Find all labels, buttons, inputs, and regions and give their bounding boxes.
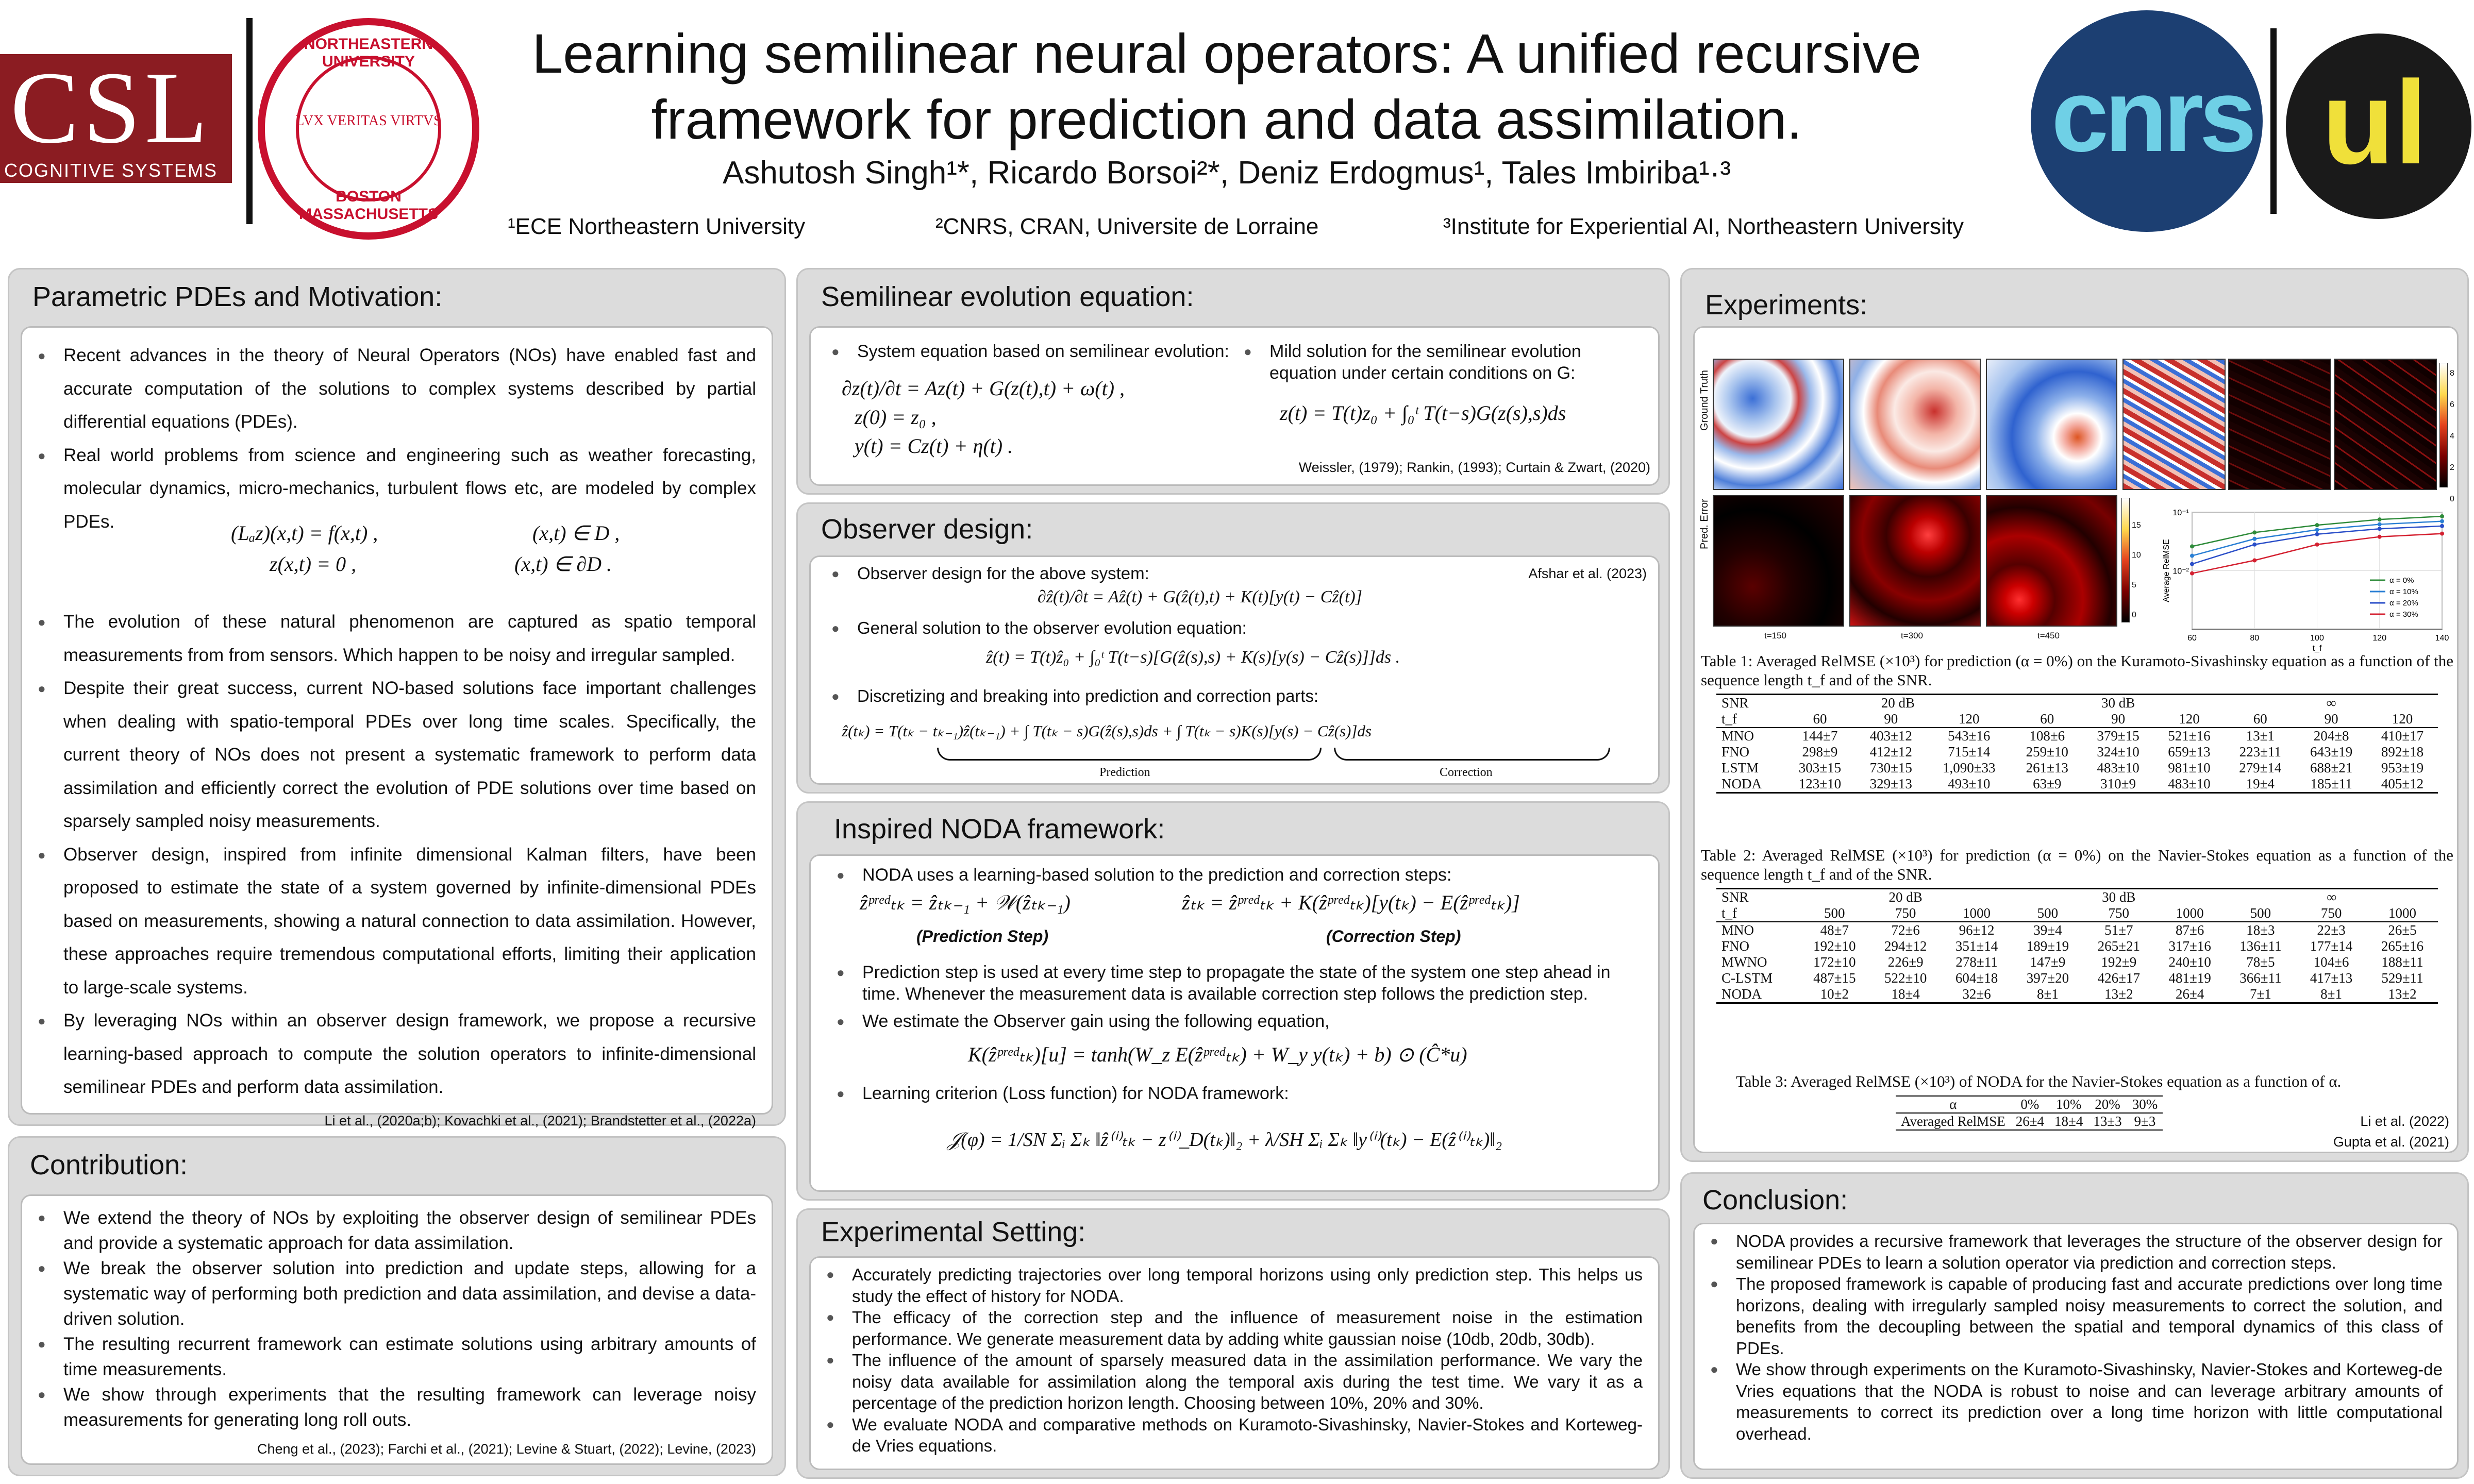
table-cell: 412±12 [1869, 744, 1912, 760]
table-cell: FNO [1721, 744, 1750, 760]
table-3 [1896, 1095, 2163, 1131]
table-cell: 317±16 [2168, 938, 2211, 954]
table-cell: 51±7 [2104, 922, 2133, 938]
table-header-cell: 1000 [2388, 905, 2416, 921]
table-header-cell: 30 dB [2102, 889, 2136, 905]
setting-panel [796, 1208, 1670, 1479]
table-header-cell: 500 [2250, 905, 2271, 921]
legend-label: α = 0% [2389, 576, 2414, 585]
reference: Li et al. (2022) [2360, 1114, 2449, 1129]
table-cell: 96±12 [1959, 922, 1995, 938]
table-cell: MNO [1721, 728, 1754, 744]
correction-label: Correction [1440, 766, 1493, 779]
table-cell: 397±20 [2026, 970, 2069, 986]
x-tick-label: 80 [2250, 634, 2260, 643]
table-cell: C-LSTM [1721, 970, 1773, 986]
poster-title: Learning semilinear neural operators: A unified recursive framework for prediction and data assimilation. [532, 22, 1921, 150]
experiments-panel [1680, 268, 2469, 1162]
table-cell: 265±16 [2381, 938, 2424, 954]
table-cell: 10±2 [1820, 986, 1849, 1002]
colorbar-1-ticks: 8 6 4 2 0 [2450, 369, 2454, 503]
table-cell: 329±13 [1869, 776, 1912, 791]
table-cell: 410±17 [2381, 728, 2424, 744]
table-cell: 278±11 [1955, 954, 1998, 970]
ns-field-t300 [1849, 359, 1981, 490]
table-cell: 324±10 [2097, 744, 2139, 760]
table-cell: 72±6 [1891, 922, 1920, 938]
data-point [2190, 544, 2194, 548]
divider [246, 18, 253, 224]
table-cell: 730±15 [1869, 760, 1912, 775]
table-header-cell: 20 dB [1888, 889, 1923, 905]
table-header-cell: 90 [2111, 711, 2126, 727]
motivation-panel [8, 268, 786, 1126]
table-row [1896, 1113, 2163, 1130]
table-cell: 298±9 [1802, 744, 1838, 760]
bullet: ● Learning criterion (Loss function) for NODA framework: [862, 1083, 1630, 1104]
table-cell: 26±4 [2176, 986, 2204, 1002]
table-cell: 123±10 [1798, 776, 1842, 791]
correction-step-label: (Correction Step) [1326, 927, 1461, 946]
table-cell: 19±4 [2246, 776, 2275, 791]
system-equations: ∂z(t)/∂t = Az(t) + G(z(t),t) + ω(t) , z(0) = z₀ , y(t) = Cz(t) + η(t) . [842, 377, 1125, 458]
table-header-cell: SNR [1721, 889, 1749, 905]
table-cell: 13±2 [2104, 986, 2133, 1002]
legend-label: α = 10% [2389, 587, 2418, 596]
table-header-cell: 60 [2253, 711, 2267, 727]
table-row [1716, 970, 2438, 986]
table-header-cell: 60 [2040, 711, 2054, 727]
table-header-cell: t_f [1721, 711, 1737, 727]
ul-logo: ul [2286, 33, 2471, 219]
table-cell: 715±14 [1948, 744, 1991, 760]
section-title: Semilinear evolution equation: [821, 281, 1194, 312]
csl-logo: CSL COGNITIVE SYSTEMS LAB. [0, 54, 232, 183]
table-header-cell: ∞ [2326, 695, 2336, 711]
data-point [2252, 543, 2256, 547]
table-header-cell: SNR [1721, 695, 1749, 711]
bullet: ● General solution to the observer evolution equation: [857, 618, 1496, 638]
table-header-cell: 1000 [1963, 905, 1991, 921]
bullet: ● NODA uses a learning-based solution to the prediction and correction steps: [862, 864, 1630, 886]
data-point [2315, 523, 2319, 527]
table-cell: 483±10 [2168, 776, 2211, 791]
data-point [2440, 524, 2444, 528]
ns-error-t300 [1849, 495, 1981, 627]
table-cell: 426±17 [2097, 970, 2140, 986]
table-cell: 189±19 [2026, 938, 2069, 954]
northeastern-seal: NORTHEASTERN UNIVERSITY LVX VERITAS VIRTVS BOSTON MASSACHUSETTS [258, 18, 479, 240]
table-cell: 87±6 [2176, 922, 2204, 938]
noda-panel [796, 801, 1670, 1201]
data-point [2252, 537, 2256, 541]
section-title: Contribution: [30, 1150, 188, 1181]
table-cell: 259±10 [2026, 744, 2068, 760]
table-cell: 9±3 [2134, 1114, 2156, 1129]
prediction-step-label: (Prediction Step) [916, 927, 1049, 946]
semilinear-panel [796, 268, 1670, 495]
table-cell: 543±16 [1948, 728, 1991, 744]
bullet: ● The efficacy of the correction step and the influence of measurement noise in the estimation performance. We generate measurement data by adding white gaussian noise (10db, 20db, 30db). [852, 1307, 1643, 1350]
table-row [1716, 728, 2438, 744]
table-cell: 8±1 [2037, 986, 2059, 1002]
table-cell: 13±2 [2388, 986, 2417, 1002]
time-label: t=150 [1764, 631, 1787, 640]
data-point [2440, 532, 2444, 536]
bullet: ● The evolution of these natural phenomenon are captured as spatio temporal measurements from from sensors. Which happen to be noisy and irregular sampled. [63, 605, 756, 672]
table-cell: Averaged RelMSE [1901, 1114, 2005, 1129]
table-cell: 379±15 [2097, 728, 2139, 744]
data-point [2190, 571, 2194, 576]
bullet: ● Accurately predicting trajectories over long temporal horizons using only prediction step. This helps us study the effect of history for NODA. [852, 1264, 1643, 1307]
data-point [2378, 535, 2382, 539]
x-tick-label: 100 [2310, 634, 2324, 643]
table-header-cell: 10% [2055, 1097, 2082, 1112]
legend-label: α = 30% [2389, 610, 2418, 619]
colorbar-1 [2439, 363, 2448, 487]
pde-equation: (Lₐz)(x,t) = f(x,t) , (x,t) ∈ D , z(x,t) = 0 , (x,t) ∈ ∂D . [231, 521, 620, 576]
table-cell: 63±9 [2033, 776, 2062, 791]
discretized-equation: ẑ(tₖ) = T(tₖ − tₖ₋₁)ẑ(tₖ₋₁) + ∫ T(tₖ − s)G(ẑ(s),s)ds + ∫ T(tₖ − s)K(s)[y(s) − Cẑ(s)]ds [842, 722, 1372, 740]
table-header-cell: 500 [1824, 905, 1845, 921]
table-cell: NODA [1721, 986, 1762, 1002]
observer-panel [796, 502, 1670, 794]
y-tick-label: 10⁻² [2172, 567, 2189, 576]
table-cell: 32±6 [1962, 986, 1991, 1002]
authors: Ashutosh Singh¹*, Ricardo Borsoi²*, Deniz Erdogmus¹, Tales Imbiriba¹·³ [722, 155, 1731, 191]
section-title: Conclusion: [1702, 1185, 1848, 1216]
table1-caption: Table 1: Averaged RelMSE (×10³) for prediction (α = 0%) on the Kuramoto-Sivashinsky equation as a function of the sequence length t_f and of the SNR. [1701, 652, 2453, 689]
table-header-cell: 20 dB [1881, 695, 1915, 711]
colorbar-2-ticks: 15 10 5 0 [2132, 521, 2141, 619]
table-cell: 351±14 [1955, 938, 1998, 954]
ks-error-2 [2334, 359, 2437, 490]
table-cell: 188±11 [2381, 954, 2423, 970]
conclusion-panel [1680, 1172, 2469, 1479]
data-point [2378, 517, 2382, 521]
references: Li et al., (2020a;b); Kovachki et al., (2021); Brandstetter et al., (2022a) [324, 1112, 756, 1128]
prediction-step-eq: ẑᵖʳᵉᵈₜₖ = ẑₜₖ₋₁ + 𝒲(ẑₜₖ₋₁) [860, 891, 1071, 914]
bullet: ● We estimate the Observer gain using the following equation, [862, 1010, 1630, 1032]
table-2 [1716, 888, 2438, 1004]
table-header-cell: 1000 [2176, 905, 2204, 921]
table-cell: 7±1 [2249, 986, 2271, 1002]
ks-field-1 [2122, 359, 2226, 490]
bullet: ● Real world problems from science and engineering such as weather forecasting, molecular dynamics, micro-mechanics, turbulent flows etc, are modeled by complex PDEs. [63, 439, 756, 539]
table-cell: 13±1 [2246, 728, 2275, 744]
bullet: ● System equation based on semilinear evolution: [857, 341, 1239, 362]
table-header-cell: 60 [1813, 711, 1827, 727]
ns-field-t450 [1986, 359, 2117, 490]
divider [2270, 28, 2277, 214]
table-cell: 1,090±33 [1942, 760, 1996, 775]
relmse-chart [2148, 503, 2452, 652]
table-cell: 892±18 [2381, 744, 2424, 760]
table-header-cell: 120 [2179, 711, 2200, 727]
table-header-cell: 120 [1959, 711, 1980, 727]
table-cell: 8±1 [2320, 986, 2342, 1002]
data-point [2252, 559, 2256, 563]
ks-error-1 [2228, 359, 2331, 490]
bullet: ● We show through experiments on the Kuramoto-Sivashinsky, Navier-Stokes and Korteweg-de Vries equations that the NODA is robust to noise and can leverage arbitrary amounts of measurements to correct its prediction over a long time horizon with little computational overhead. [1736, 1359, 2443, 1444]
bullet: ● Recent advances in the theory of Neural Operators (NOs) have enabled fast and accurate computation of the solutions to complex systems described by partial differential equations (PDEs). [63, 339, 756, 439]
table-cell: 310±9 [2100, 776, 2136, 791]
table-cell: 185±11 [2310, 776, 2352, 791]
table-cell: 529±11 [2381, 970, 2423, 986]
table-cell: 192±9 [2101, 954, 2137, 970]
bullet: ● The resulting recurrent framework can estimate solutions using arbitrary amounts of time measurements. [63, 1331, 756, 1382]
table-cell: 144±7 [1802, 728, 1838, 744]
section-title: Experimental Setting: [821, 1217, 1086, 1247]
bullet: ● By leveraging NOs within an observer design framework, we propose a recursive learning-based approach to compute the solution operators to infinite-dimensional semilinear PDEs and perform data assimilation. [63, 1004, 756, 1104]
contribution-panel [8, 1136, 786, 1476]
bullet: ● We extend the theory of NOs by exploiting the observer design of semilinear PDEs and provide a systematic approach for data assimilation. [63, 1205, 756, 1256]
table-cell: 13±3 [2093, 1114, 2122, 1129]
reference: Gupta et al. (2021) [2333, 1134, 2449, 1150]
table-cell: MWNO [1721, 954, 1767, 970]
error-label: Pred. Error [1699, 499, 1710, 549]
table-cell: 48±7 [1820, 922, 1849, 938]
table-cell: MNO [1721, 922, 1754, 938]
x-tick-label: 120 [2372, 634, 2387, 643]
data-point [2252, 530, 2256, 534]
table-cell: 26±5 [2388, 922, 2417, 938]
bullet: ● The influence of the amount of sparsely measured data in the assimilation performance. We vary the noisy data available for assimilation along the temporal axis during the test time. We vary it as a percentage of the prediction horizon length. Choosing between 10%, 20% and 30%. [852, 1350, 1643, 1414]
table-cell: 522±10 [1884, 970, 1927, 986]
table-cell: 22±3 [2317, 922, 2346, 938]
table-header-cell: ∞ [2327, 889, 2337, 905]
table-cell: LSTM [1721, 760, 1759, 775]
bullet: ● The proposed framework is capable of producing fast and accurate predictions over long time horizons, dealing with irregularly sampled noisy measurements to correct the solution, and benefits from the decoupling between the spatial and temporal dynamics of this class of PDEs. [1736, 1273, 2443, 1359]
table-cell: 172±10 [1813, 954, 1856, 970]
observer-gain-eq: K(ẑᵖʳᵉᵈₜₖ)[u] = tanh(W_z E(ẑᵖʳᵉᵈₜₖ) + W_y y(tₖ) + b) ⊙ (Ĉ*u) [968, 1043, 1467, 1066]
table-header-cell: 120 [2392, 711, 2413, 727]
table-cell: 136±11 [2239, 938, 2282, 954]
table-cell: 265±21 [2097, 938, 2140, 954]
table-cell: 481±19 [2168, 970, 2211, 986]
time-label: t=300 [1901, 631, 1924, 640]
table-cell: 294±12 [1884, 938, 1927, 954]
general-solution: ẑ(t) = T(t)ẑ₀ + ∫₀ᵗ T(t−s)[G(ẑ(s),s) + K(s)[y(s) − Cẑ(s)]]ds . [986, 648, 1400, 667]
x-tick-label: 140 [2435, 634, 2449, 643]
bullet: ● NODA provides a recursive framework that leverages the structure of the observer design for semilinear PDEs to learn a solution operator via prediction and correction steps. [1736, 1230, 2443, 1273]
table-cell: 261±13 [2026, 760, 2068, 775]
data-point [2378, 522, 2382, 527]
cnrs-logo: cnrs [2031, 10, 2263, 232]
table-cell: 953±19 [2381, 760, 2424, 775]
table-cell: 18±4 [2054, 1114, 2083, 1129]
mild-solution: z(t) = T(t)z₀ + ∫₀ᵗ T(t−s)G(z(s),s)ds [1280, 401, 1566, 425]
table2-caption: Table 2: Averaged RelMSE (×10³) for prediction (α = 0%) on the Navier-Stokes equation as a function of the sequence length t_f and of the SNR. [1701, 846, 2453, 883]
table-header-cell: 0% [2020, 1097, 2040, 1112]
table-cell: 417±13 [2310, 970, 2353, 986]
table-cell: 405±12 [2381, 776, 2424, 791]
table-cell: 18±4 [1891, 986, 1920, 1002]
loss-equation: 𝒥(φ) = 1/SN Σᵢ Σₖ ‖ẑ⁽ⁱ⁾ₜₖ − z⁽ⁱ⁾_D(tₖ)‖₂ + λ/SH Σᵢ Σₖ ‖y⁽ⁱ⁾(tₖ) − E(ẑ⁽ⁱ⁾ₜₖ)‖₂ [947, 1129, 1502, 1151]
table-cell: 108±6 [2029, 728, 2065, 744]
table-cell: 279±14 [2239, 760, 2282, 775]
table-row [1716, 986, 2438, 1003]
table-cell: 483±10 [2097, 760, 2139, 775]
table-cell: 223±11 [2239, 744, 2281, 760]
table-cell: 688±21 [2310, 760, 2353, 775]
time-label: t=450 [2037, 631, 2060, 640]
table-header-cell: 20% [2095, 1097, 2120, 1112]
section-title: Experiments: [1705, 290, 1868, 321]
table-row [1716, 938, 2438, 954]
correction-step-eq: ẑₜₖ = ẑᵖʳᵉᵈₜₖ + K(ẑᵖʳᵉᵈₜₖ)[y(tₖ) − E(ẑᵖʳᵉᵈₜₖ)] [1182, 891, 1520, 914]
table-cell: 366±11 [2239, 970, 2282, 986]
gt-label: Ground Truth [1699, 370, 1710, 431]
table-cell: 604±18 [1955, 970, 1998, 986]
table-cell: 192±10 [1813, 938, 1856, 954]
data-point [2315, 528, 2319, 532]
table-row [1716, 776, 2438, 793]
table-1 [1716, 694, 2438, 794]
x-tick-label: 60 [2187, 634, 2197, 643]
section-title: Inspired NODA framework: [834, 814, 1165, 845]
references: Weissler, (1979); Rankin, (1993); Curtain & Zwart, (2020) [1298, 460, 1650, 475]
bullet: ● We evaluate NODA and comparative methods on Kuramoto-Sivashinsky, Navier-Stokes and Korteweg-de Vries equations. [852, 1414, 1643, 1457]
table3-caption: Table 3: Averaged RelMSE (×10³) of NODA for the Navier-Stokes equation as a function of α. [1736, 1072, 2342, 1090]
table-cell: 147±9 [2030, 954, 2066, 970]
table-row [1716, 922, 2438, 938]
table-cell: 303±15 [1798, 760, 1842, 775]
legend-label: α = 20% [2389, 599, 2418, 608]
data-point [2315, 543, 2319, 547]
y-axis-label: Average RelMSE [2162, 539, 2171, 602]
table-cell: 403±12 [1869, 728, 1912, 744]
bullet: ● Despite their great success, current NO-based solutions face important challenges when dealing with spatio-temporal PDEs over long time scales. Specifically, the current theory of NOs does not present a systematic framework to perform data assimilation and efficiently correct the evolution of PDE solutions over time based on sparsely sampled noisy measurements. [63, 672, 756, 838]
table-header-cell: 90 [2324, 711, 2338, 727]
table-header-cell: 90 [1884, 711, 1898, 727]
table-cell: 521±16 [2168, 728, 2211, 744]
bullet: ● Observer design for the above system: [857, 563, 1496, 584]
table-cell: 26±4 [2015, 1114, 2045, 1129]
table-cell: 487±15 [1813, 970, 1856, 986]
y-tick-label: 10⁻¹ [2172, 509, 2189, 517]
colorbar-2 [2121, 498, 2130, 622]
data-point [2378, 527, 2382, 531]
data-point [2315, 532, 2319, 536]
table-header-cell: 750 [2320, 905, 2342, 921]
affiliation-2: ²CNRS, CRAN, Universite de Lorraine [935, 214, 1319, 239]
affiliation-1: ¹ECE Northeastern University [508, 214, 806, 239]
data-point [2190, 554, 2194, 558]
affiliation-3: ³Institute for Experiential AI, Northeastern University [1443, 214, 1964, 239]
table-cell: 240±10 [2168, 954, 2211, 970]
prediction-label: Prediction [1099, 766, 1150, 779]
table-cell: 39±4 [2033, 922, 2062, 938]
bullet: ● Discretizing and breaking into prediction and correction parts: [857, 686, 1496, 706]
table-cell: 493±10 [1948, 776, 1991, 791]
table-row [1716, 954, 2438, 970]
references: Afshar et al. (2023) [1528, 566, 1647, 581]
table-header-cell: 750 [1895, 905, 1916, 921]
table-cell: 204±8 [2313, 728, 2349, 744]
table-cell: 104±6 [2313, 954, 2349, 970]
references: Cheng et al., (2023); Farchi et al., (2021); Levine & Stuart, (2022); Levine, (2023) [257, 1441, 756, 1457]
bullet: ● We show through experiments that the resulting framework can leverage noisy measurements for generating long roll outs. [63, 1382, 756, 1432]
table-cell: 981±10 [2168, 760, 2211, 775]
data-point [2440, 519, 2444, 524]
table-cell: 18±3 [2246, 922, 2275, 938]
section-title: Parametric PDEs and Motivation: [32, 281, 443, 312]
table-cell: FNO [1721, 938, 1750, 954]
observer-equation: ∂ẑ(t)/∂t = Aẑ(t) + G(ẑ(t),t) + K(t)[y(t) − Cẑ(t)] [1038, 587, 1362, 606]
table-cell: 78±5 [2246, 954, 2275, 970]
bullet: ● Prediction step is used at every time step to propagate the state of the system one step ahead in time. Whenever the measurement data is available correction step follows the prediction step. [862, 962, 1630, 1005]
bullet: ● We break the observer solution into prediction and update steps, allowing for a systematic way of performing both prediction and data assimilation, and devise a data-driven solution. [63, 1256, 756, 1331]
table-cell: 226±9 [1887, 954, 1924, 970]
ns-error-t150 [1713, 495, 1844, 627]
table-cell: NODA [1721, 776, 1762, 791]
table-header-cell: 750 [2108, 905, 2130, 921]
table-header-cell: t_f [1721, 905, 1737, 921]
table-row [1716, 744, 2438, 760]
ns-field-t150 [1713, 359, 1844, 490]
data-point [2190, 562, 2194, 566]
table-header-cell: 30% [2132, 1097, 2158, 1112]
section-title: Observer design: [821, 514, 1033, 545]
x-axis-label: t_f [2312, 644, 2322, 652]
data-point [2440, 514, 2444, 518]
table-header-cell: α [1949, 1097, 1957, 1112]
ns-error-t450 [1986, 495, 2117, 627]
bullet: ● Mild solution for the semilinear evolution equation under certain conditions on G: [1269, 341, 1646, 384]
table-cell: 643±19 [2310, 744, 2353, 760]
table-header-cell: 30 dB [2101, 695, 2135, 711]
table-header-cell: 500 [2037, 905, 2059, 921]
table-cell: 659±13 [2168, 744, 2211, 760]
bullet: ● Observer design, inspired from infinite dimensional Kalman filters, have been proposed to estimate the state of a system governed by infinite-dimensional PDEs based on measurements, showing a natural connection to data assimilation. However, these approaches require tremendous computational efforts, limiting their application to large-scale systems. [63, 838, 756, 1005]
table-cell: 177±14 [2310, 938, 2353, 954]
table-row [1716, 760, 2438, 776]
